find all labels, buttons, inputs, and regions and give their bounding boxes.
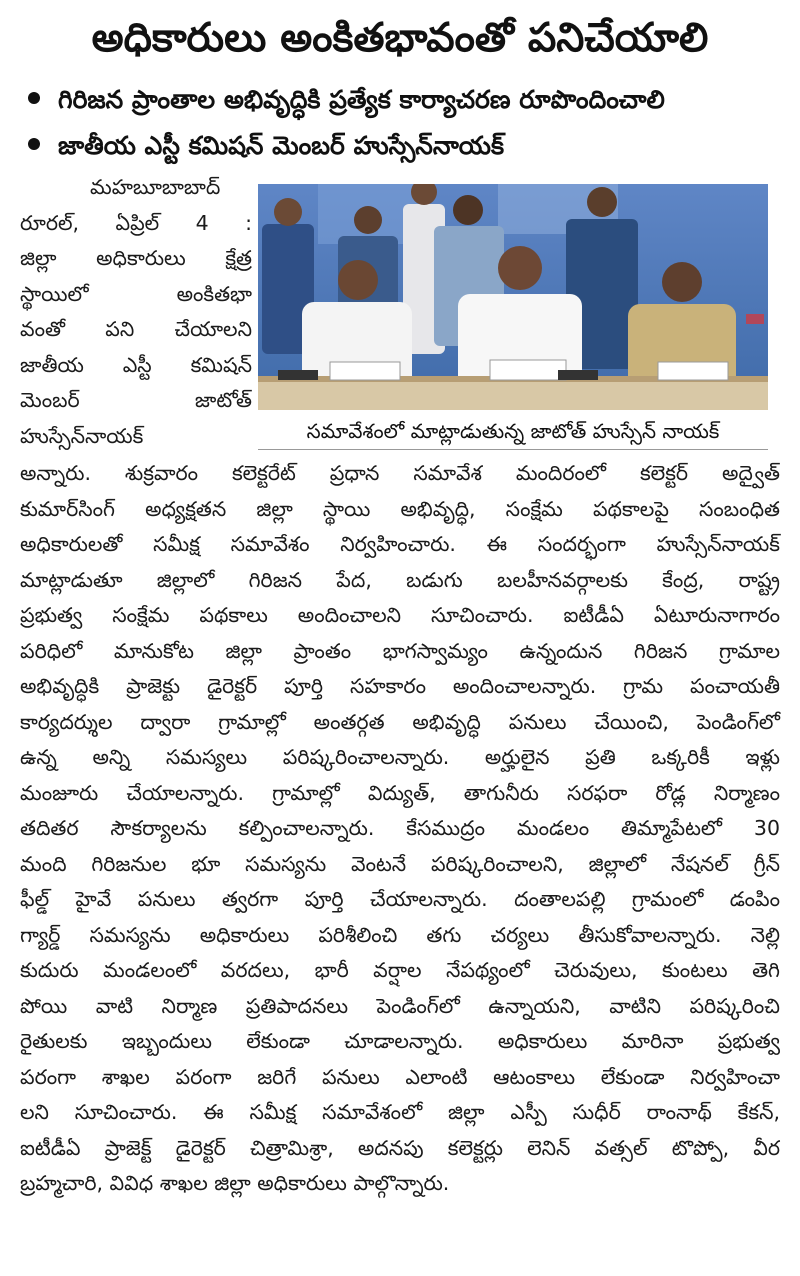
article-body-line: పరంగా శాఖల పరంగా జరిగే పనులు ఎలాంటి ఆటంకాలు లేకుండా నిర్వహించా	[20, 1064, 780, 1089]
article-body-line: లని సూచించారు. ఈ సమీక్ష సమావేశంలో జిల్లా ఎస్పీ సుధీర్ రాంనాథ్ కేకన్,	[20, 1100, 780, 1124]
subhead-2	[28, 126, 504, 166]
article-body-line: మంది గిరిజనుల భూ సమస్యను వెంటనే పరిష్కరించాలని, జిల్లాలో నేషనల్ గ్రీన్	[20, 851, 780, 876]
article-body-line: అన్నారు. శుక్రవారం కలెక్టరేట్ ప్రధాన సమావేశ మందిరంలో కలెక్టర్ అద్వైత్	[20, 461, 780, 485]
column-line: హుస్సేన్‌నాయక్	[20, 423, 144, 448]
article-body-line: మాట్లాడుతూ జిల్లాలో గిరిజన పేద, బడుగు బలహీనవర్గాలకు కేంద్ర, రాష్ట్ర	[20, 567, 780, 592]
article-body-line: ఫీల్డ్ హైవే పనులు త్వరగా పూర్తి చేయాలన్నారు. దంతాలపల్లి గ్రామంలో డంపిం	[20, 887, 780, 911]
bullet-icon	[28, 92, 40, 104]
article-body-line: పోయి వాటి నిర్మాణ ప్రతిపాదనలు పెండింగ్‌లో ఉన్నాయని, వాటిని పరిష్కరించి	[20, 993, 780, 1018]
bullet-icon	[28, 138, 40, 150]
article-body-line: రైతులకు ఇబ్బందులు లేకుండా చూడాలన్నారు. అధికారులు మారినా ప్రభుత్వ	[20, 1029, 780, 1053]
subhead-1	[28, 80, 665, 120]
meeting-photo	[258, 184, 768, 410]
article-body-line: ఉన్న అన్ని సమస్యలు పరిష్కరించాలన్నారు. అర్హులైన ప్రతి ఒక్కరికీ ఇళ్లు	[20, 745, 780, 769]
article-body-line: మంజూరు చేయాలన్నారు. గ్రామాల్లో విద్యుత్, తాగునీరు సరఫరా రోడ్ల నిర్మాణం	[20, 780, 780, 805]
article-body-line: బ్రహ్మచారి, వివిధ శాఖల జిల్లా అధికారులు పాల్గొన్నారు.	[20, 1171, 450, 1195]
photo-caption-box	[258, 410, 768, 450]
subhead-1-text: గిరిజన ప్రాంతాల అభివృద్ధికి ప్రత్యేక కార్యాచరణ రూపొందించాలి	[58, 85, 665, 114]
photo-caption: సమావేశంలో మాట్లాడుతున్న జాటోత్ హుస్సేన్ నాయక్	[306, 419, 720, 443]
article-body-line: గ్యార్డ్ సమస్యను అధికారులు పరిశీలించి తగు చర్యలు తీసుకోవాలన్నారు. నెల్లి	[20, 922, 780, 947]
article-body-line: కుదురు మండలంలో వరదలు, భారీ వర్షాల నేపథ్యంలో చెరువులు, కుంటలు తెగి	[20, 958, 780, 982]
column-line: జాతీయ ఎస్టీ కమిషన్	[20, 352, 252, 377]
article-body-line: తదితర సౌకర్యాలను కల్పించాలన్నారు. కేసముద్రం మండలం తిమ్మాపేటలో 30	[20, 816, 780, 840]
column-line: రూరల్, ఏప్రిల్ 4 :	[20, 210, 252, 235]
article-body-line: అధికారులతో సమీక్ష సమావేశం నిర్వహించారు. ఈ సందర్భంగా హుస్సేన్‌నాయక్	[20, 532, 780, 556]
article-body-line: ఐటీడీఏ ప్రాజెక్ట్ డైరెక్టర్ చిత్రామిశ్రా, అదనపు కలెక్టర్లు లెనిన్ వత్సల్ టొప్పో, వీర	[20, 1135, 780, 1160]
subhead-2-text: జాతీయ ఎస్టీ కమిషన్ మెంబర్ హుస్సేన్‌నాయక్	[58, 131, 504, 160]
article-body-line: కుమార్‌సింగ్ అధ్యక్షతన జిల్లా స్థాయి అభివృద్ధి, సంక్షేమ పథకాలపై సంబంధిత	[20, 496, 780, 521]
dateline: మహబూబాబాద్	[90, 175, 221, 199]
article-body-line: ప్రభుత్వ సంక్షేమ పథకాలు అందించాలని సూచించారు. ఐటీడీఏ ఏటూరునాగారం	[20, 603, 780, 627]
column-line: జిల్లా అధికారులు క్షేత్ర	[20, 246, 252, 270]
article-body-line: అభివృద్ధికి ప్రాజెక్టు డైరెక్టర్ పూర్తి సహకారం అందించాలన్నారు. గ్రామ పంచాయతీ	[20, 674, 780, 698]
column-line: మెంబర్ జాటోత్	[20, 388, 252, 412]
column-line: స్థాయిలో అంకితభా	[20, 281, 252, 306]
column-line: వంతో పని చేయాలని	[20, 317, 252, 341]
headline: అధికారులు అంకితభావంతో పనిచేయాలి	[91, 15, 709, 61]
article-body-line: పరిధిలో మానుకోట జిల్లా ప్రాంతం భాగస్వామ్యం ఉన్నందున గిరిజన గ్రామాల	[20, 638, 780, 663]
article-body-line: కార్యదర్శుల ద్వారా గ్రామాల్లో అంతర్గత అభివృద్ధి పనులు చేయించి, పెండింగ్‌లో	[20, 709, 780, 734]
